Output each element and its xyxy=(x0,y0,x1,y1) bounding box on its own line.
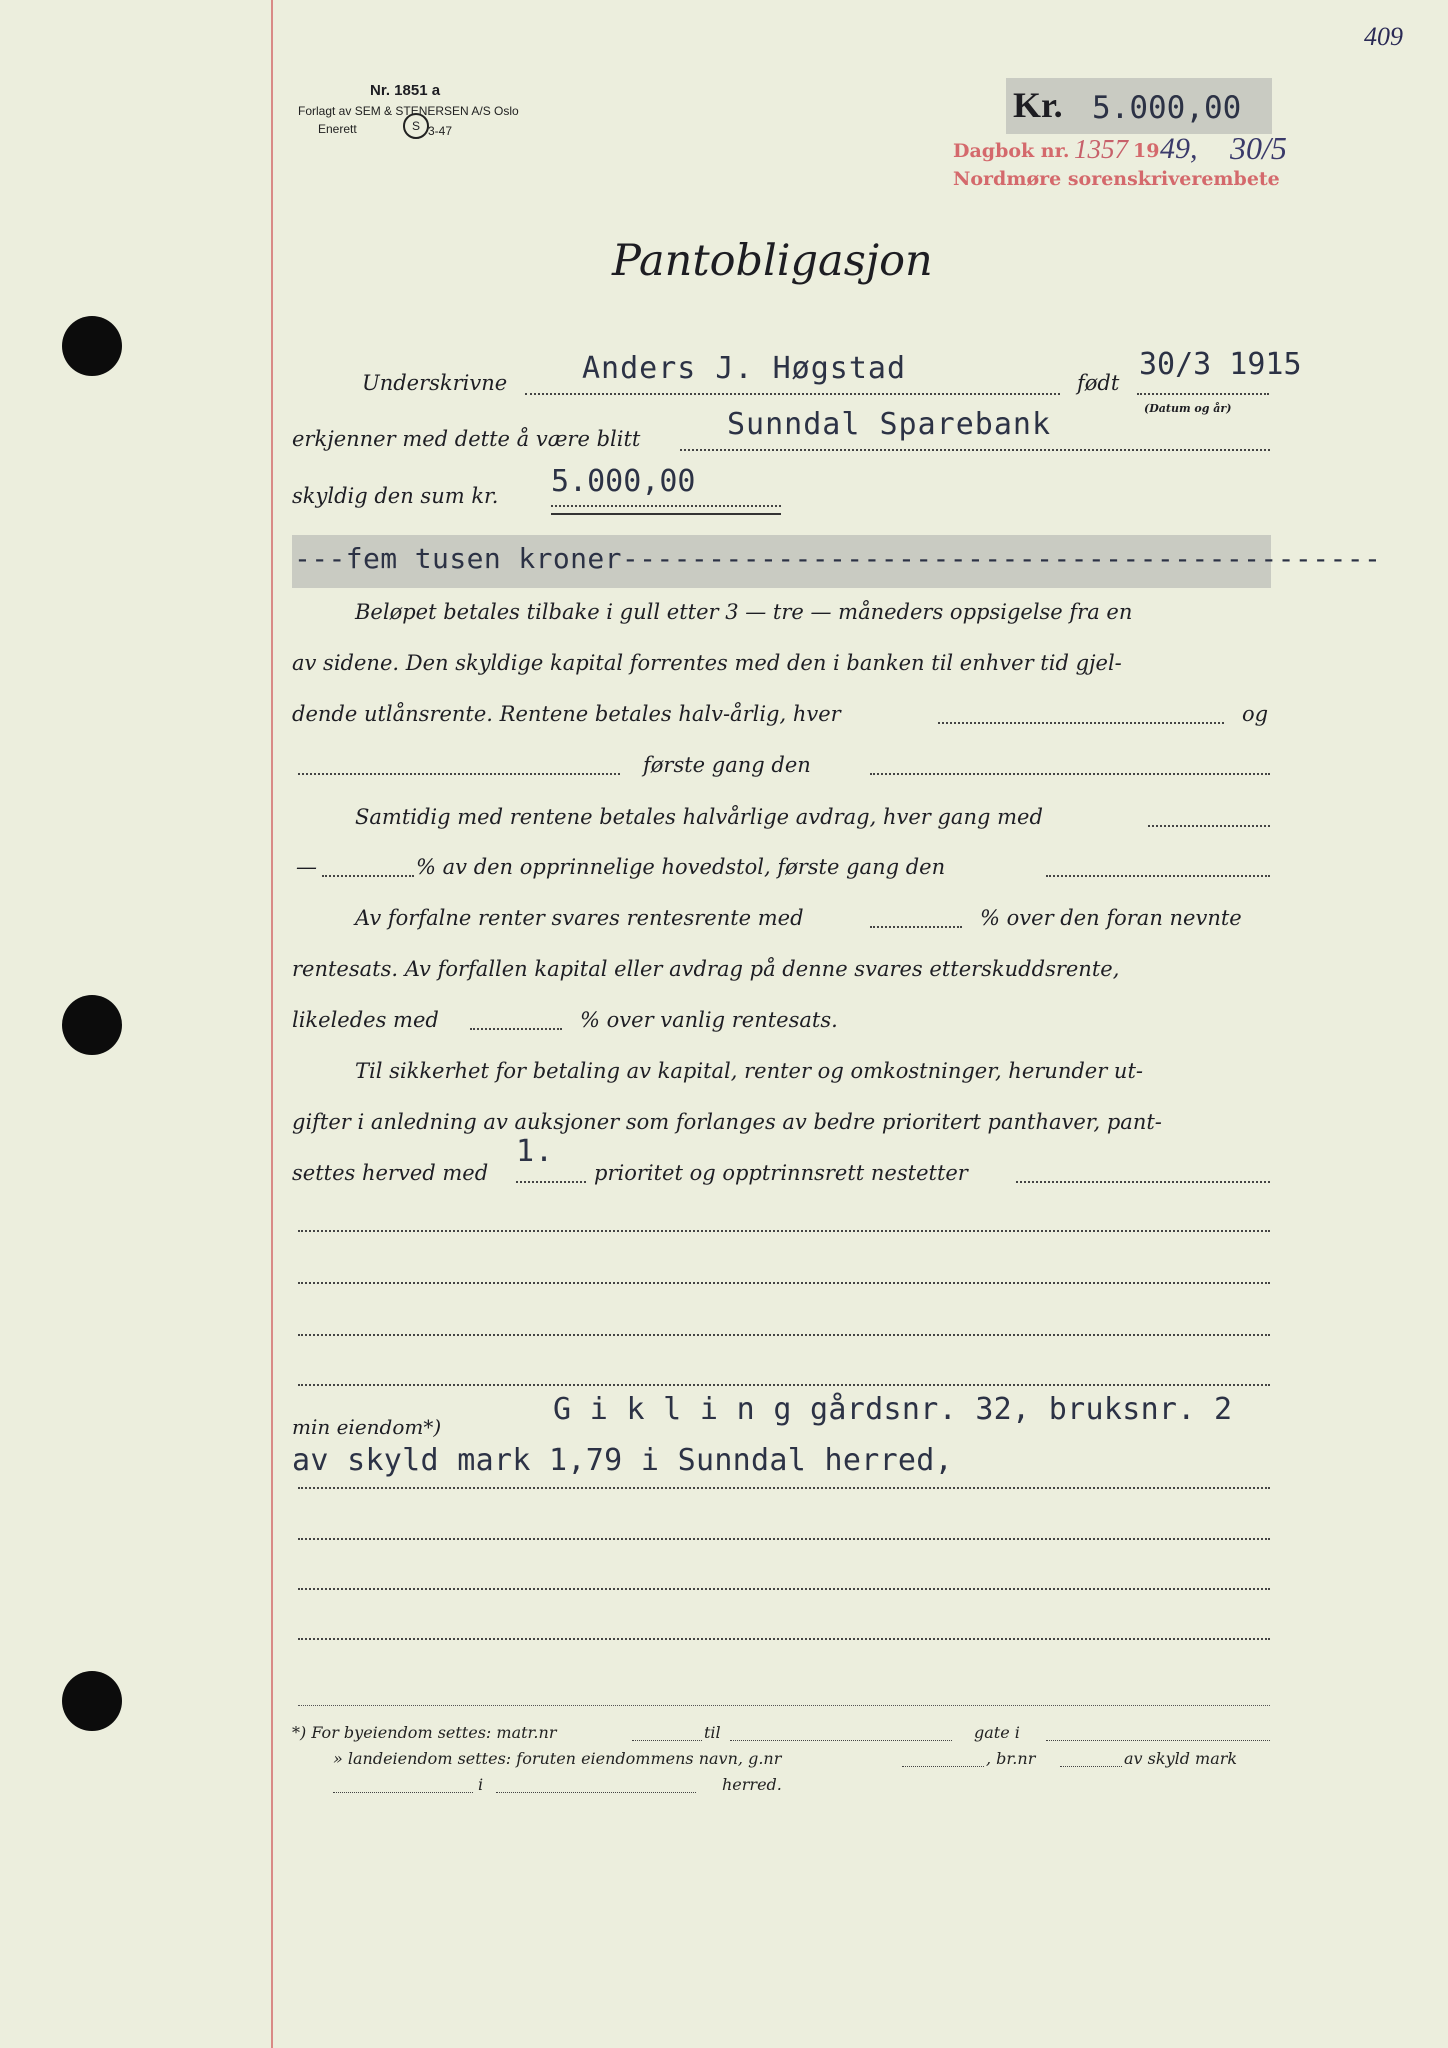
p3-line3: likeledes med xyxy=(292,1008,439,1032)
printer-publisher: Forlagt av SEM & STENERSEN A/S Oslo xyxy=(298,104,519,118)
punch-hole-top xyxy=(62,316,122,376)
printer-logo-icon: S xyxy=(403,113,429,139)
blank-line-2 xyxy=(298,1282,1270,1284)
priority-value: 1. xyxy=(516,1134,555,1169)
p2-line1-dots xyxy=(1148,825,1270,827)
footnote-dots-7 xyxy=(496,1792,696,1793)
p1-line4-dots-b xyxy=(870,773,1270,775)
p4-line3-dots-a xyxy=(516,1181,586,1183)
underskrivne-label: Underskrivne xyxy=(362,371,508,395)
p4-line2: gifter i anledning av auksjoner som forlanges av bedre prioritert panthaver, pant- xyxy=(292,1110,1162,1134)
footnote-dots-3 xyxy=(1046,1740,1270,1741)
fodt-label: født xyxy=(1077,371,1120,395)
footnote-line1a: *) For byeiendom settes: matr.nr xyxy=(292,1723,557,1742)
printer-rights: Enerett xyxy=(318,122,357,136)
erkjenner-label: erkjenner med dette å være blitt xyxy=(292,427,641,451)
amount-value: 5.000,00 xyxy=(1092,90,1242,126)
p2-line2: % av den opprinnelige hovedstol, første gang den xyxy=(416,855,946,879)
footnote-dots-2 xyxy=(730,1740,952,1741)
amount-prefix: Kr. xyxy=(1013,85,1063,125)
margin-rule xyxy=(271,0,273,2048)
stamp-date: 30/5 xyxy=(1230,130,1287,166)
p4-line3-end: prioritet og opptrinnsrett nestetter xyxy=(594,1161,968,1185)
p1-line3-dots xyxy=(938,722,1224,724)
printer-edition: 3-47 xyxy=(428,124,453,138)
footnote-line2c: av skyld mark xyxy=(1124,1749,1238,1768)
footnote-dots-5 xyxy=(1060,1766,1122,1767)
p3-line2: rentesats. Av forfallen kapital eller avdrag på denne svares etterskuddsrente, xyxy=(292,957,1120,981)
p2-line2-dash: — xyxy=(296,855,317,879)
form-number: Nr. 1851 a xyxy=(370,82,441,99)
p3-line1: Av forfalne renter svares rentesrente med xyxy=(355,906,804,930)
p4-line3: settes herved med xyxy=(292,1161,489,1185)
blank-line-7 xyxy=(298,1588,1270,1590)
datum-hint: (Datum og år) xyxy=(1144,402,1232,415)
erkjenner-dots xyxy=(680,449,1270,451)
p2-line1: Samtidig med rentene betales halvårlige avdrag, hver gang med xyxy=(355,805,1043,829)
p4-line3-dots-b xyxy=(1016,1181,1270,1183)
stamp-office: Nordmøre sorenskriverembete xyxy=(953,168,1280,190)
blank-line-8 xyxy=(298,1638,1270,1640)
p1-line4: første gang den xyxy=(643,753,811,777)
footnote-line2b: , br.nr xyxy=(986,1749,1036,1768)
p1-line3-end: og xyxy=(1242,702,1269,726)
p1-line4-dots-a xyxy=(298,773,620,775)
stamp-year: 49, xyxy=(1160,132,1198,165)
amount-in-words: ---fem tusen kroner-------------------------------------------- xyxy=(294,542,1382,575)
p3-line3-end: % over vanlig rentesats. xyxy=(580,1008,838,1032)
p3-line3-dots xyxy=(470,1028,562,1030)
p1-line2: av sidene. Den skyldige kapital forrentes med den i banken til enhver tid gjel- xyxy=(292,651,1122,675)
eiendom-line1: G i k l i n g gårdsnr. 32, bruksnr. 2 xyxy=(553,1392,1233,1427)
blank-line-4 xyxy=(298,1384,1270,1386)
eiendom-label: min eiendom*) xyxy=(292,1415,442,1439)
fodt-value: 30/3 1915 xyxy=(1139,347,1302,382)
footnote-line3b: herred. xyxy=(722,1775,782,1794)
blank-line-6 xyxy=(298,1538,1270,1540)
skyldig-value: 5.000,00 xyxy=(551,464,696,499)
footnote-dots-6 xyxy=(333,1792,473,1793)
stamp-dagbok-label: Dagbok nr. xyxy=(953,140,1070,162)
document-title: Pantobligasjon xyxy=(612,236,933,286)
underskrivne-dots xyxy=(525,393,1060,395)
page-number: 409 xyxy=(1364,22,1403,51)
p1-line1: Beløpet betales tilbake i gull etter 3 — tre — måneders oppsigelse fra en xyxy=(355,600,1133,624)
p2-line2-dots-b xyxy=(1046,875,1270,877)
blank-line-3 xyxy=(298,1334,1270,1336)
footnote-line3a: i xyxy=(478,1775,484,1794)
footnote-line2a: » landeiendom settes: foruten eiendommens navn, g.nr xyxy=(333,1749,782,1768)
fodt-dots xyxy=(1137,393,1269,395)
eiendom-line2: av skyld mark 1,79 i Sunndal herred, xyxy=(292,1443,954,1478)
p1-line3: dende utlånsrente. Rentene betales halv-årlig, hver xyxy=(292,702,841,726)
skyldig-dots xyxy=(551,505,781,507)
punch-hole-bottom xyxy=(62,1671,122,1731)
skyldig-underline xyxy=(551,513,781,515)
stamp-journal-number: 1357 xyxy=(1074,134,1128,164)
erkjenner-value: Sunndal Sparebank xyxy=(727,407,1052,442)
footnote-line1b: til xyxy=(704,1723,721,1742)
p2-line2-dots-a xyxy=(322,875,414,877)
footnote-dots-1 xyxy=(632,1740,702,1741)
p3-line1-dots xyxy=(870,926,962,928)
footnote-line1c: gate i xyxy=(974,1723,1020,1742)
punch-hole-middle xyxy=(62,995,122,1055)
p3-line1-end: % over den foran nevnte xyxy=(980,906,1242,930)
stamp-year-prefix: 19 xyxy=(1133,140,1160,162)
p4-line1: Til sikkerhet for betaling av kapital, renter og omkostninger, herunder ut- xyxy=(355,1059,1143,1083)
underskrivne-value: Anders J. Høgstad xyxy=(582,351,907,386)
skyldig-label: skyldig den sum kr. xyxy=(292,484,499,508)
footnote-separator xyxy=(298,1705,1270,1706)
blank-line-5 xyxy=(298,1487,1270,1489)
footnote-dots-4 xyxy=(902,1766,984,1767)
blank-line-1 xyxy=(298,1230,1270,1232)
